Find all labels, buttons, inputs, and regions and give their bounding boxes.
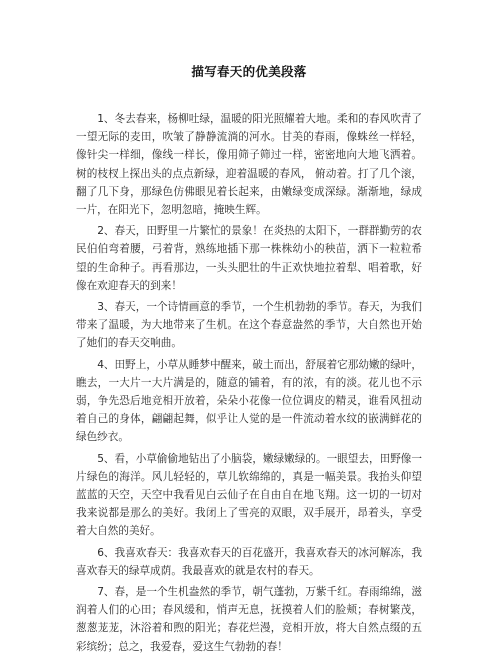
paragraph-3: 3、春天，一个诗情画意的季节，一个生机勃勃的季节。春天，为我们带来了温暖，为大地带来了生机。在这个春意盎然的季节，大自然也开始了她们的春天交响曲。 bbox=[76, 301, 422, 350]
document-title: 描写春天的优美段落 bbox=[191, 64, 307, 79]
paragraph-6: 6、我喜欢春天：我喜欢春天的百花盛开，我喜欢春天的冰河解冻，我喜欢春天的绿草成荫。我最喜欢的就是农村的春天。 bbox=[76, 546, 422, 577]
document-body bbox=[76, 110, 422, 656]
paragraph-2: 2、春天，田野里一片繁忙的景象！在炎热的太阳下，一群群勤劳的农民伯伯弯着腰，弓着背，熟练地插下那一株株幼小的秧苗，洒下一粒粒希望的生命种子。再看那边，一头头肥壮的牛正欢快地拉着犁、唱着歌，好像在欢迎春天的到来！ bbox=[76, 225, 422, 292]
paragraph-7: 7、春，是一个生机盎然的季节，朝气蓬勃，万紫千红。春雨绵绵，滋润着人们的心田；春风缓和，悄声无息，抚摸着人们的脸颊；春树繁茂，葱葱茏茏，沐浴着和煦的阳光；春花烂漫，竞相开放，将大自然点缀的五彩缤纷；总之，我爱春，爱这生气勃勃的春！ bbox=[76, 586, 422, 653]
paragraph-4: 4、田野上，小草从睡梦中醒来，破土而出，舒展着它那幼嫩的绿叶，瞧去，一大片一大片满是的，随意的铺着，有的浓，有的淡。花儿也不示弱，争先恐后地竞相开放着，朵朵小花像一位位调皮的精灵，谁看风扭动着自己的身体，翩翩起舞，似乎让人觉的是一件流动着水纹的嵌满鲜花的绿色纱衣。 bbox=[76, 358, 422, 444]
paragraph-5: 5、看，小草偷偷地钻出了小脑袋，嫩绿嫩绿的。一眼望去，田野像一片绿色的海洋。风儿轻轻的，草儿软绵绵的，真是一幅美景。我抬头仰望蓝蓝的天空，天空中我看见白云仙子在自由自在地飞翔。这一切的一切对我来说都是那么的美好。我闭上了雪亮的双眼，双手展开，昂着头，享受着大自然的美好。 bbox=[76, 452, 422, 538]
paragraph-1: 1、冬去春来，杨柳吐绿，温暖的阳光照耀着大地。柔和的春风吹青了一望无际的麦田，吹皱了静静流淌的河水。甘美的春雨，像蛛丝一样轻，像针尖一样细，像线一样长，像用筛子筛过一样，密密地向大地飞洒着。树的枝杈上探出头的点点新绿，迎着温暖的春风， 俯动着。打了几个滚，翻了几下身，那绿色仿佛眼见着长起来，由嫩绿变成深绿。渐渐地，绿成一片，在阳光下，忽明忽暗，掩映生辉。 bbox=[76, 113, 422, 217]
